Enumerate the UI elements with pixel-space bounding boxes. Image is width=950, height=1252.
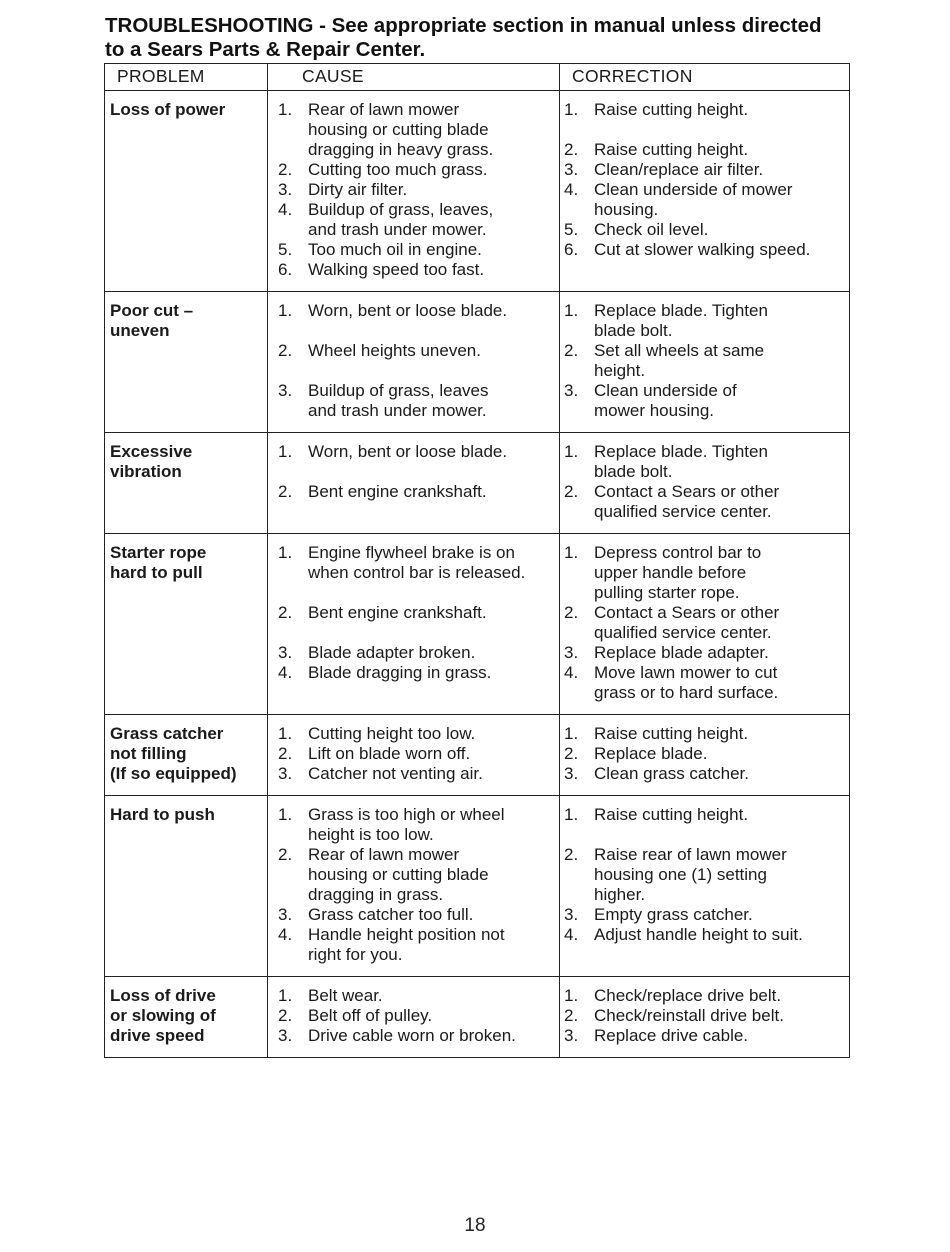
correction-cell bbox=[560, 715, 850, 796]
correction-text bbox=[594, 543, 847, 603]
cause-cell bbox=[268, 977, 560, 1058]
cause-text bbox=[308, 240, 559, 260]
table-body bbox=[105, 91, 850, 1058]
correction-text bbox=[594, 301, 847, 341]
table-row bbox=[105, 977, 850, 1058]
cause-cell bbox=[268, 433, 560, 534]
correction-text bbox=[594, 1006, 847, 1026]
cause-item bbox=[278, 482, 559, 502]
cause-number: 4. bbox=[278, 200, 293, 219]
cause-item bbox=[278, 160, 559, 180]
cause-text-line: Too much oil in engine. bbox=[308, 240, 482, 259]
correction-text bbox=[594, 603, 847, 643]
table-row bbox=[105, 433, 850, 534]
cause-text bbox=[308, 301, 559, 321]
cause-text-line: height is too low. bbox=[308, 825, 434, 844]
problem-line: uneven bbox=[110, 321, 170, 340]
correction-text-line: Raise cutting height. bbox=[594, 805, 749, 824]
correction-number: 2. bbox=[564, 482, 579, 501]
correction-number: 4. bbox=[564, 180, 579, 199]
correction-text-line: blade bolt. bbox=[594, 321, 673, 340]
correction-cell bbox=[560, 796, 850, 977]
correction-text bbox=[594, 925, 847, 945]
cause-number: 1. bbox=[278, 100, 293, 119]
cause-text bbox=[308, 442, 559, 462]
cause-item bbox=[278, 925, 559, 965]
cause-text-line: dragging in heavy grass. bbox=[308, 140, 494, 159]
correction-item bbox=[564, 240, 847, 260]
cause-item bbox=[278, 603, 559, 623]
cause-text-line: Engine flywheel brake is on bbox=[308, 543, 515, 562]
correction-text-line: Depress control bar to bbox=[594, 543, 762, 562]
cause-text-line: Handle height position not bbox=[308, 925, 505, 944]
correction-text bbox=[594, 160, 847, 180]
cause-text bbox=[308, 260, 559, 280]
cause-number: 1. bbox=[278, 986, 293, 1005]
correction-number: 3. bbox=[564, 643, 579, 662]
cause-text bbox=[308, 845, 559, 905]
cause-number: 1. bbox=[278, 442, 293, 461]
correction-item bbox=[564, 805, 847, 825]
title-line-2: to a Sears Parts & Repair Center. bbox=[105, 38, 426, 61]
correction-text bbox=[594, 663, 847, 703]
cause-item bbox=[278, 764, 559, 784]
cause-text-line: Grass catcher too full. bbox=[308, 905, 474, 924]
correction-text-line: pulling starter rope. bbox=[594, 583, 740, 602]
correction-header: CORRECTION bbox=[560, 64, 850, 91]
problem-cell bbox=[105, 292, 268, 433]
correction-text bbox=[594, 140, 847, 160]
correction-item bbox=[564, 744, 847, 764]
cause-item bbox=[278, 442, 559, 462]
correction-number: 4. bbox=[564, 925, 579, 944]
correction-text bbox=[594, 442, 847, 482]
cause-text-line: housing or cutting blade bbox=[308, 120, 489, 139]
cause-item bbox=[278, 341, 559, 361]
cause-text-line: dragging in grass. bbox=[308, 885, 444, 904]
correction-cell bbox=[560, 433, 850, 534]
correction-cell bbox=[560, 534, 850, 715]
correction-text bbox=[594, 643, 847, 663]
correction-item bbox=[564, 603, 847, 643]
cause-header: CAUSE bbox=[268, 64, 560, 91]
cause-text bbox=[308, 663, 559, 683]
cause-number: 1. bbox=[278, 805, 293, 824]
page-title bbox=[105, 14, 865, 62]
cause-number: 2. bbox=[278, 160, 293, 179]
correction-text bbox=[594, 905, 847, 925]
correction-number: 1. bbox=[564, 986, 579, 1005]
cause-text-line: when control bar is released. bbox=[308, 563, 526, 582]
correction-text-line: Clean underside of bbox=[594, 381, 737, 400]
cause-item bbox=[278, 744, 559, 764]
cause-number: 4. bbox=[278, 925, 293, 944]
cause-item bbox=[278, 724, 559, 744]
cause-text bbox=[308, 905, 559, 925]
problem-line: Loss of drive bbox=[110, 986, 216, 1005]
correction-number: 2. bbox=[564, 341, 579, 360]
correction-item bbox=[564, 442, 847, 482]
correction-text-line: Contact a Sears or other bbox=[594, 482, 780, 501]
problem-cell bbox=[105, 534, 268, 715]
cause-number: 2. bbox=[278, 1006, 293, 1025]
cause-number: 3. bbox=[278, 764, 293, 783]
correction-text-line: upper handle before bbox=[594, 563, 747, 582]
correction-cell bbox=[560, 91, 850, 292]
cause-text-line: Blade adapter broken. bbox=[308, 643, 476, 662]
cause-text bbox=[308, 724, 559, 744]
cause-text-line: Bent engine crankshaft. bbox=[308, 482, 487, 501]
problem-line: or slowing of bbox=[110, 1006, 216, 1025]
cause-text bbox=[308, 160, 559, 180]
correction-text-line: height. bbox=[594, 361, 646, 380]
correction-text-line: blade bolt. bbox=[594, 462, 673, 481]
problem-line: not filling bbox=[110, 744, 187, 763]
cause-item bbox=[278, 845, 559, 905]
cause-number: 2. bbox=[278, 603, 293, 622]
correction-text-line: Set all wheels at same bbox=[594, 341, 765, 360]
correction-number: 2. bbox=[564, 845, 579, 864]
cause-text-line: Wheel heights uneven. bbox=[308, 341, 481, 360]
correction-item bbox=[564, 301, 847, 341]
problem-line: Grass catcher bbox=[110, 724, 224, 743]
correction-item bbox=[564, 180, 847, 220]
correction-number: 4. bbox=[564, 663, 579, 682]
cause-text bbox=[308, 764, 559, 784]
correction-text-line: housing. bbox=[594, 200, 659, 219]
correction-text-line: Move lawn mower to cut bbox=[594, 663, 778, 682]
header-row bbox=[105, 64, 850, 91]
cause-text bbox=[308, 200, 559, 240]
correction-text bbox=[594, 220, 847, 240]
cause-number: 2. bbox=[278, 744, 293, 763]
cause-text-line: Bent engine crankshaft. bbox=[308, 603, 487, 622]
correction-text-line: Adjust handle height to suit. bbox=[594, 925, 803, 944]
title-line-1: TROUBLESHOOTING - See appropriate section in manual unless directed bbox=[105, 14, 822, 37]
cause-cell bbox=[268, 91, 560, 292]
correction-text-line: mower housing. bbox=[594, 401, 715, 420]
cause-item bbox=[278, 986, 559, 1006]
cause-number: 4. bbox=[278, 663, 293, 682]
problem-line: (If so equipped) bbox=[110, 764, 237, 783]
correction-number: 3. bbox=[564, 905, 579, 924]
cause-text bbox=[308, 805, 559, 845]
cause-number: 2. bbox=[278, 845, 293, 864]
cause-cell bbox=[268, 715, 560, 796]
cause-item bbox=[278, 1026, 559, 1046]
correction-number: 3. bbox=[564, 764, 579, 783]
cause-number: 1. bbox=[278, 301, 293, 320]
cause-number: 1. bbox=[278, 724, 293, 743]
cause-text-line: Lift on blade worn off. bbox=[308, 744, 471, 763]
correction-number: 1. bbox=[564, 543, 579, 562]
cause-text bbox=[308, 744, 559, 764]
cause-text bbox=[308, 603, 559, 623]
correction-text-line: Empty grass catcher. bbox=[594, 905, 753, 924]
problem-cell bbox=[105, 715, 268, 796]
cause-text-line: Belt off of pulley. bbox=[308, 1006, 433, 1025]
correction-item bbox=[564, 643, 847, 663]
cause-text bbox=[308, 1006, 559, 1026]
correction-item bbox=[564, 724, 847, 744]
problem-line: Loss of power bbox=[110, 100, 226, 119]
cause-text bbox=[308, 381, 559, 421]
cause-number: 3. bbox=[278, 1026, 293, 1045]
correction-text-line: Clean grass catcher. bbox=[594, 764, 749, 783]
cause-item bbox=[278, 905, 559, 925]
correction-text bbox=[594, 381, 847, 421]
correction-text-line: higher. bbox=[594, 885, 646, 904]
correction-text-line: Check oil level. bbox=[594, 220, 709, 239]
cause-text bbox=[308, 986, 559, 1006]
correction-text bbox=[594, 724, 847, 744]
correction-item bbox=[564, 663, 847, 703]
correction-text-line: Replace blade. Tighten bbox=[594, 301, 768, 320]
problem-line: Starter rope bbox=[110, 543, 207, 562]
correction-item bbox=[564, 160, 847, 180]
problem-cell bbox=[105, 977, 268, 1058]
cause-item bbox=[278, 663, 559, 683]
correction-text-line: Check/replace drive belt. bbox=[594, 986, 782, 1005]
cause-text-line: and trash under mower. bbox=[308, 220, 487, 239]
correction-number: 3. bbox=[564, 160, 579, 179]
cause-text-line: Rear of lawn mower bbox=[308, 845, 460, 864]
correction-item bbox=[564, 905, 847, 925]
cause-number: 5. bbox=[278, 240, 293, 259]
cause-text-line: right for you. bbox=[308, 945, 403, 964]
cause-text-line: Worn, bent or loose blade. bbox=[308, 442, 508, 461]
cause-text bbox=[308, 1026, 559, 1046]
troubleshooting-table bbox=[104, 63, 850, 1058]
correction-item bbox=[564, 764, 847, 784]
correction-item bbox=[564, 1026, 847, 1046]
correction-item bbox=[564, 986, 847, 1006]
cause-cell bbox=[268, 796, 560, 977]
cause-text-line: Dirty air filter. bbox=[308, 180, 408, 199]
table-row bbox=[105, 292, 850, 433]
cause-item bbox=[278, 643, 559, 663]
correction-text-line: Check/reinstall drive belt. bbox=[594, 1006, 784, 1025]
cause-number: 2. bbox=[278, 482, 293, 501]
correction-item bbox=[564, 925, 847, 945]
cause-text-line: Grass is too high or wheel bbox=[308, 805, 505, 824]
cause-text bbox=[308, 100, 559, 160]
correction-text-line: Replace drive cable. bbox=[594, 1026, 749, 1045]
cause-item bbox=[278, 381, 559, 421]
correction-text-line: Raise cutting height. bbox=[594, 140, 749, 159]
cause-text-line: Buildup of grass, leaves, bbox=[308, 200, 494, 219]
problem-cell bbox=[105, 796, 268, 977]
table-row bbox=[105, 534, 850, 715]
correction-text bbox=[594, 240, 847, 260]
correction-number: 2. bbox=[564, 140, 579, 159]
cause-item bbox=[278, 180, 559, 200]
cause-text-line: Blade dragging in grass. bbox=[308, 663, 492, 682]
correction-item bbox=[564, 1006, 847, 1026]
cause-text-line: and trash under mower. bbox=[308, 401, 487, 420]
correction-text bbox=[594, 764, 847, 784]
correction-number: 1. bbox=[564, 301, 579, 320]
correction-number: 2. bbox=[564, 1006, 579, 1025]
correction-number: 1. bbox=[564, 442, 579, 461]
cause-item bbox=[278, 200, 559, 240]
correction-text-line: qualified service center. bbox=[594, 502, 772, 521]
correction-number: 2. bbox=[564, 744, 579, 763]
cause-number: 3. bbox=[278, 905, 293, 924]
cause-cell bbox=[268, 292, 560, 433]
cause-item bbox=[278, 260, 559, 280]
correction-item bbox=[564, 341, 847, 381]
correction-number: 2. bbox=[564, 603, 579, 622]
correction-text bbox=[594, 180, 847, 220]
correction-number: 6. bbox=[564, 240, 579, 259]
cause-text bbox=[308, 643, 559, 663]
correction-number: 3. bbox=[564, 1026, 579, 1045]
correction-item bbox=[564, 140, 847, 160]
correction-text-line: Raise cutting height. bbox=[594, 100, 749, 119]
cause-text-line: Walking speed too fast. bbox=[308, 260, 485, 279]
correction-number: 5. bbox=[564, 220, 579, 239]
cause-text bbox=[308, 925, 559, 965]
cause-number: 3. bbox=[278, 180, 293, 199]
problem-line: vibration bbox=[110, 462, 182, 481]
cause-text bbox=[308, 543, 559, 583]
cause-item bbox=[278, 301, 559, 321]
problem-cell bbox=[105, 91, 268, 292]
cause-text-line: housing or cutting blade bbox=[308, 865, 489, 884]
problem-header: PROBLEM bbox=[105, 64, 268, 91]
cause-text bbox=[308, 482, 559, 502]
cause-text-line: Buildup of grass, leaves bbox=[308, 381, 489, 400]
cause-text-line: Rear of lawn mower bbox=[308, 100, 460, 119]
correction-number: 1. bbox=[564, 100, 579, 119]
cause-text-line: Drive cable worn or broken. bbox=[308, 1026, 516, 1045]
cause-text-line: Catcher not venting air. bbox=[308, 764, 483, 783]
cause-item bbox=[278, 1006, 559, 1026]
correction-text-line: qualified service center. bbox=[594, 623, 772, 642]
correction-text bbox=[594, 805, 847, 825]
correction-item bbox=[564, 543, 847, 603]
table-row bbox=[105, 715, 850, 796]
correction-text bbox=[594, 482, 847, 522]
cause-number: 3. bbox=[278, 381, 293, 400]
problem-line: drive speed bbox=[110, 1026, 205, 1045]
cause-number: 2. bbox=[278, 341, 293, 360]
cause-text-line: Worn, bent or loose blade. bbox=[308, 301, 508, 320]
correction-text-line: Replace blade. Tighten bbox=[594, 442, 768, 461]
correction-text-line: Cut at slower walking speed. bbox=[594, 240, 811, 259]
correction-item bbox=[564, 482, 847, 522]
correction-text bbox=[594, 341, 847, 381]
correction-text bbox=[594, 986, 847, 1006]
correction-text-line: Clean/replace air filter. bbox=[594, 160, 764, 179]
correction-text-line: Replace blade. bbox=[594, 744, 708, 763]
cause-number: 1. bbox=[278, 543, 293, 562]
correction-cell bbox=[560, 292, 850, 433]
correction-text bbox=[594, 1026, 847, 1046]
cause-number: 6. bbox=[278, 260, 293, 279]
correction-text bbox=[594, 744, 847, 764]
cause-item bbox=[278, 805, 559, 845]
problem-cell bbox=[105, 433, 268, 534]
correction-text-line: Raise rear of lawn mower bbox=[594, 845, 787, 864]
correction-text-line: grass or to hard surface. bbox=[594, 683, 779, 702]
correction-number: 3. bbox=[564, 381, 579, 400]
correction-number: 1. bbox=[564, 724, 579, 743]
correction-text bbox=[594, 845, 847, 905]
cause-item bbox=[278, 100, 559, 160]
correction-text-line: Clean underside of mower bbox=[594, 180, 793, 199]
correction-text-line: housing one (1) setting bbox=[594, 865, 767, 884]
correction-item bbox=[564, 845, 847, 905]
page-number: 18 bbox=[464, 1215, 486, 1236]
problem-line: Excessive bbox=[110, 442, 193, 461]
cause-item bbox=[278, 543, 559, 583]
correction-text-line: Raise cutting height. bbox=[594, 724, 749, 743]
correction-text bbox=[594, 100, 847, 120]
table-row bbox=[105, 91, 850, 292]
correction-item bbox=[564, 100, 847, 120]
correction-cell bbox=[560, 977, 850, 1058]
cause-text bbox=[308, 180, 559, 200]
problem-line: hard to pull bbox=[110, 563, 203, 582]
table-row bbox=[105, 796, 850, 977]
correction-text-line: Contact a Sears or other bbox=[594, 603, 780, 622]
cause-text-line: Cutting height too low. bbox=[308, 724, 476, 743]
correction-number: 1. bbox=[564, 805, 579, 824]
correction-text-line: Replace blade adapter. bbox=[594, 643, 769, 662]
cause-cell bbox=[268, 534, 560, 715]
problem-line: Hard to push bbox=[110, 805, 215, 824]
cause-text-line: Cutting too much grass. bbox=[308, 160, 488, 179]
cause-number: 3. bbox=[278, 643, 293, 662]
correction-item bbox=[564, 220, 847, 240]
correction-item bbox=[564, 381, 847, 421]
cause-item bbox=[278, 240, 559, 260]
cause-text bbox=[308, 341, 559, 361]
cause-text-line: Belt wear. bbox=[308, 986, 383, 1005]
problem-line: Poor cut – bbox=[110, 301, 194, 320]
